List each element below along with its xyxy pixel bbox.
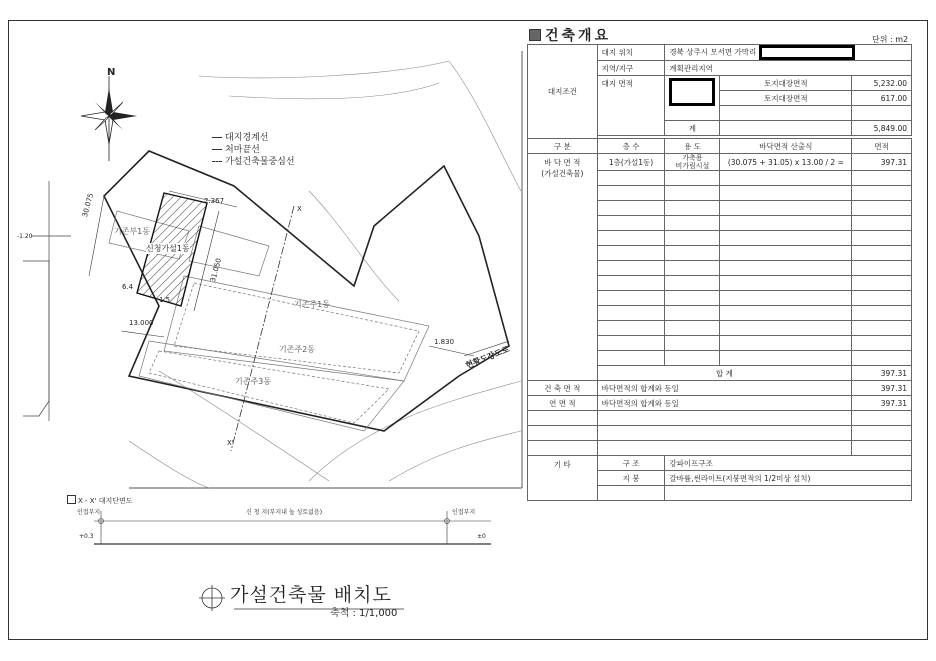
title-box-icon [529,29,541,41]
floor-sum-label: 합 계 [597,366,852,381]
section-right-level: ±0 [477,533,486,540]
area-row-1-value: 5,232.00 [852,76,912,91]
gross-area-value: 397.31 [852,396,912,411]
location-label: 대지 위치 [597,45,665,61]
col-category: 구 분 [528,139,598,154]
label-existing-1: 기존부1동 [114,227,151,236]
legend [212,132,295,168]
section-marker-x-prime: X' [227,439,234,447]
section-right-label: 인접부지 [452,509,476,516]
location-value: 경북 상주시 모서면 가막리 [665,45,912,61]
structure-label: 구 조 [597,456,665,471]
etc-label: 기 타 [528,456,598,501]
side-level: -1.20 [17,233,33,240]
drawing-scale: 축척 : 1/1,000 [330,608,398,619]
floor-area-label: 바 닥 면 적 (가설건축물) [528,154,598,381]
section-marker-x: X [297,205,302,213]
area-redacted-cell [665,76,720,121]
dim-15: 1.5 [159,296,171,304]
label-new-temp-1: 신청가설1동 [146,244,190,253]
zone-value: 계획관리지역 [665,61,912,76]
section-left-level: +0.3 [79,533,94,540]
building-area-text: 바닥면적의 합계와 동일 [597,381,852,396]
floor-formula: (30.075 + 31.05) x 13.00 / 2 = [720,154,852,171]
redacted-address [759,45,855,60]
floor-sum-value: 397.31 [852,366,912,381]
zone-label: 지역/지구 [597,61,665,76]
building-area-label: 건 축 면 적 [528,381,598,396]
floor-area-value: 397.31 [852,154,912,171]
label-road: 현황도장도로 [464,344,511,371]
area-row-2-value: 617.00 [852,91,912,106]
gross-area-label: 연 면 적 [528,396,598,411]
label-existing-house-2: 기존주2동 [279,345,316,354]
dim-31050: 31.050 [209,257,224,284]
label-existing-house-1: 기존주1동 [294,300,331,309]
area-total-label: 계 [665,121,720,136]
site-label: 대지조건 [528,45,598,139]
north-label: N [107,67,116,78]
dim-13000: 13.000 [129,319,154,327]
unit-label: 단위 : m2 [872,35,909,44]
col-formula: 바닥면적 산출식 [720,139,852,154]
legend-centerline: 가설건축물중심선 [212,156,295,168]
area-total-value: 5,849.00 [852,121,912,136]
structure-value: 강파이프구조 [665,456,912,471]
dim-64: 6.4 [122,283,134,291]
col-floors: 층 수 [597,139,665,154]
section-title: X - X' 대지단면도 [67,495,133,506]
legend-eave: 처마끝선 [212,144,295,156]
roof-label: 지 붕 [597,471,665,486]
redacted-area [669,78,715,106]
dim-2367: 2.367 [204,197,225,205]
summary-title: 건축개요 [529,25,611,45]
area-row-1-label: 토지대장면적 [720,76,852,91]
area-row-2-label: 토지대장면적 [720,91,852,106]
col-use: 용 도 [665,139,720,154]
area-label: 대지 면적 [597,76,665,136]
col-area: 면적 [852,139,912,154]
legend-boundary: 대지경계선 [212,132,295,144]
drawing-title: 가설건축물 배치도 [230,584,392,606]
title-symbol-icon [199,585,225,611]
building-summary-table [527,44,912,501]
section-center-label: 신 청 지(부지내 높 성토없음) [246,509,323,516]
label-existing-house-3: 기존주3동 [235,377,272,386]
north-arrow-icon [81,76,137,161]
roof-value: 갈바륨,썬라이트(지붕면적의 1/2미상 설치) [665,471,912,486]
section-left-label: 인접부지 [77,509,101,516]
floor-use: 가축용 비가림시설 [665,154,720,171]
floor-count: 1층(가설1동) [597,154,665,171]
gross-area-text: 바닥면적의 합계와 동일 [597,396,852,411]
dim-30075: 30.075 [81,192,96,219]
dim-1830: 1.830 [434,338,455,346]
building-area-value: 397.31 [852,381,912,396]
